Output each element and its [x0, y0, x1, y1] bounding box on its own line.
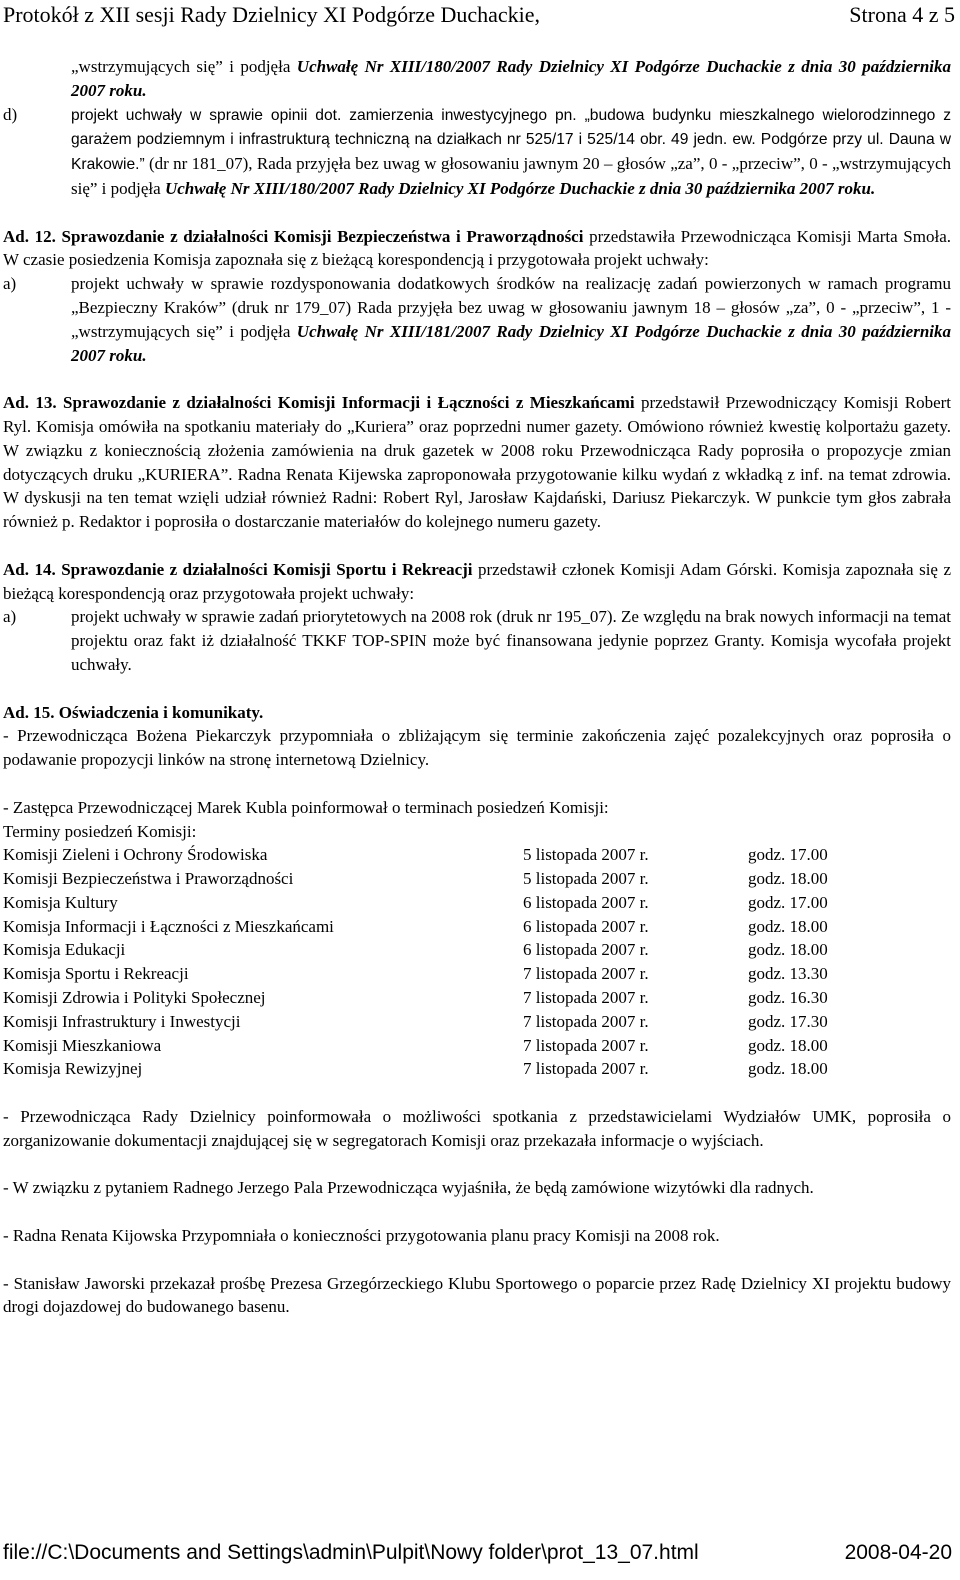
- schedule-date: 7 listopada 2007 r.: [523, 1059, 649, 1079]
- schedule-name: Komisja Sportu i Rekreacji: [3, 964, 189, 984]
- schedule-name: Komisji Infrastruktury i Inwestycji: [3, 1011, 241, 1031]
- continuation-paragraph: [71, 55, 951, 103]
- ad13-number: Ad. 13.: [3, 393, 57, 413]
- schedule-row: [3, 843, 828, 867]
- schedule-date: 7 listopada 2007 r.: [523, 964, 649, 984]
- item-d-sans-text: projekt uchwały w sprawie opinii dot. zamierzenia inwestycyjnego pn. „budowa budynku mieszkalnego wielorodzinnego z garażem podziemnym i infrastrukturą techniczną na działkach nr 525/17 i 525/14 obr. 49 jedn. ew. Podgórze przy ul. Dauna w Krakowie.”: [71, 106, 951, 174]
- schedule-name: Komisji Mieszkaniowa: [3, 1035, 162, 1055]
- page-number: Strona 4 z 5: [849, 2, 955, 27]
- schedule-time: godz. 18.00: [748, 1059, 828, 1079]
- schedule-heading: Terminy posiedzeń Komisji:: [3, 821, 197, 841]
- schedule-time: godz. 17.00: [748, 892, 828, 912]
- schedule-date: 5 listopada 2007 r.: [523, 845, 649, 865]
- schedule-row: [3, 986, 828, 1010]
- ad14-number: Ad. 14.: [3, 559, 56, 579]
- page-footer: [3, 1541, 952, 1565]
- list-label: a): [3, 274, 17, 294]
- footer-path: file://C:\Documents and Settings\admin\Pulpit\Nowy folder\prot_13_07.html: [3, 1541, 699, 1564]
- schedule-table: [3, 843, 828, 1081]
- ad12-list-item: [3, 272, 951, 367]
- schedule-time: godz. 18.00: [748, 869, 828, 889]
- header-title: Protokół z XII sesji Rady Dzielnicy XI Podgórze Duchackie,: [3, 2, 541, 27]
- page-header: [3, 0, 955, 36]
- schedule-date: 6 listopada 2007 r.: [523, 916, 649, 936]
- ad14-paragraph: [3, 558, 951, 606]
- ad12-text: przedstawiła Przewodnicząca Komisji Marta Smoła. W czasie posiedzenia Komisja zapoznała się z bieżącą korespondencją i przygotowała projekt uchwały:: [3, 226, 951, 270]
- schedule-row: [3, 962, 828, 986]
- ad13-paragraph: [3, 391, 951, 534]
- schedule-time: godz. 18.00: [748, 916, 828, 936]
- schedule-row: [3, 867, 828, 891]
- document-body: [3, 55, 951, 1319]
- ad15-paragraph-4: - W związku z pytaniem Radnego Jerzego Pala Przewodnicząca wyjaśniła, że będą zamówione wizytówki dla radnych.: [3, 1178, 814, 1198]
- ad14-list-item: [3, 605, 951, 676]
- schedule-row: [3, 938, 828, 962]
- schedule-time: godz. 16.30: [748, 988, 828, 1008]
- list-text: [71, 103, 951, 201]
- schedule-name: Komisji Zdrowia i Polityki Społecznej: [3, 988, 266, 1008]
- item-d-text: (dr nr 181_07), Rada przyjęła bez uwag w głosowaniu jawnym 20 – głosów „za”, 0 - „przeciw”, 0 - „wstrzymujących się” i podjęła: [71, 154, 951, 198]
- list-label: d): [3, 104, 18, 124]
- schedule-name: Komisja Informacji i Łączności z Mieszkańcami: [3, 916, 334, 936]
- schedule-time: godz. 18.00: [748, 940, 828, 960]
- resolution-ref: Uchwałę Nr XIII/181/2007 Rady Dzielnicy XI Podgórze Duchackie z dnia 30 października 2007 roku.: [71, 321, 952, 365]
- ad12-paragraph: [3, 225, 951, 273]
- schedule-date: 6 listopada 2007 r.: [523, 940, 649, 960]
- schedule-time: godz. 13.30: [748, 964, 828, 984]
- ad15-paragraph-1: - Przewodnicząca Bożena Piekarczyk przypomniała o zbliżającym się terminie zakończenia zajęć pozalekcyjnych oraz poprosiła o podawanie propozycji linków na stronę internetową Dzielnicy.: [3, 726, 951, 770]
- resolution-ref: Uchwałę Nr XIII/180/2007 Rady Dzielnicy XI Podgórze Duchackie z dnia 30 października 2007 roku.: [71, 57, 952, 100]
- ad12-title: Sprawozdanie z działalności Komisji Bezpieczeństwa i Praworządności: [61, 226, 584, 246]
- schedule-date: 5 listopada 2007 r.: [523, 869, 649, 889]
- ad12-a-text: projekt uchwały w sprawie rozdysponowania dodatkowych środków na realizację zadań powierzonych w ramach programu „Bezpieczny Kraków” (druk nr 179_07) Rada przyjęła bez uwag w głosowaniu jawnym 18 – głosów „za”, 0 - „przeciw”, 1 - „wstrzymujących się” i podjęła: [71, 274, 951, 341]
- schedule-name: Komisja Rewizyjnej: [3, 1059, 143, 1079]
- list-item-d: [3, 103, 951, 201]
- schedule-date: 7 listopada 2007 r.: [523, 988, 649, 1008]
- ad13-text: przedstawił Przewodniczący Komisji Robert Ryl. Komisja omówiła na spotkaniu materiały do „Kuriera” oraz poprzedni numer gazety. Omówiono również kwestię kolportażu gazety. W związku z koniecznością złożenia zamówienia na druk gazetek w 2008 roku Przewodnicząca Rady poprosiła o propozycje zmian dotyczących druku „KURIERA”. Radna Renata Kijewska zaproponowała przygotowanie kilku wydań z wkładką z inf. na temat zdrowia. W dyskusji na ten temat wzięli udział również Radni: Robert Ryl, Jarosław Kajdański, Dariusz Piekarczyk. W punkcie tym głos zabrała również p. Redaktor i poprosiła o dostarczanie materiałów do kolejnego numeru gazety.: [3, 393, 951, 532]
- resolution-ref: Uchwałę Nr XIII/180/2007 Rady Dzielnicy XI Podgórze Duchackie z dnia 30 października 2007 roku.: [164, 178, 876, 198]
- ad14-text: przedstawił członek Komisji Adam Górski. Komisja zapoznała się z bieżącą korespondencją oraz przygotowała projekt uchwały:: [3, 559, 951, 603]
- schedule-time: godz. 17.00: [748, 845, 828, 865]
- ad12-number: Ad. 12.: [3, 226, 56, 246]
- schedule-time: godz. 17.30: [748, 1011, 828, 1031]
- schedule-row: [3, 915, 828, 939]
- schedule-date: 7 listopada 2007 r.: [523, 1011, 649, 1031]
- footer-date: 2008-04-20: [844, 1541, 952, 1564]
- schedule-row: [3, 1034, 828, 1058]
- list-text: [71, 272, 951, 367]
- schedule-name: Komisji Bezpieczeństwa i Praworządności: [3, 869, 294, 889]
- schedule-name: Komisji Zieleni i Ochrony Środowiska: [3, 845, 268, 865]
- schedule-row: [3, 1010, 828, 1034]
- continuation-text: „wstrzymujących się” i podjęła: [71, 57, 297, 76]
- schedule-row: [3, 1057, 828, 1081]
- ad13-title: Sprawozdanie z działalności Komisji Informacji i Łączności z Mieszkańcami: [63, 393, 635, 413]
- schedule-row: [3, 891, 828, 915]
- ad15-paragraph-3: - Przewodnicząca Rady Dzielnicy poinformowała o możliwości spotkania z przedstawicielami Wydziałów UMK, poprosiła o zorganizowanie dokumentacji znajdującej się w segregatorach Komisji oraz przekazała informacje o wyjściach.: [3, 1107, 951, 1150]
- schedule-name: Komisja Edukacji: [3, 940, 126, 960]
- ad15-title: Ad. 15. Oświadczenia i komunikaty.: [3, 702, 264, 722]
- schedule-date: 6 listopada 2007 r.: [523, 892, 649, 912]
- schedule-name: Komisja Kultury: [3, 892, 118, 912]
- schedule-time: godz. 18.00: [748, 1035, 828, 1055]
- list-text: projekt uchwały w sprawie zadań priorytetowych na 2008 rok (druk nr 195_07). Ze względu na brak nowych informacji na temat projektu oraz fakt iż działalność TKKF TOP-SPIN może być finansowana jedynie poprzez Granty. Komisja wycofała projekt uchwały.: [71, 607, 951, 674]
- schedule-date: 7 listopada 2007 r.: [523, 1035, 649, 1055]
- ad14-title: Sprawozdanie z działalności Komisji Sportu i Rekreacji: [61, 559, 473, 579]
- ad15-paragraph-6: - Stanisław Jaworski przekazał prośbę Prezesa Grzegórzeckiego Klubu Sportowego o poparcie przez Radę Dzielnicy XI projektu budowy drogi dojazdowej do budowanego basenu.: [3, 1273, 951, 1317]
- list-label: a): [3, 607, 17, 627]
- ad15-paragraph-2: - Zastępca Przewodniczącej Marek Kubla poinformował o terminach posiedzeń Komisji:: [3, 797, 609, 817]
- ad15-paragraph-5: - Radna Renata Kijowska Przypomniała o konieczności przygotowania planu pracy Komisji na 2008 rok.: [3, 1226, 720, 1246]
